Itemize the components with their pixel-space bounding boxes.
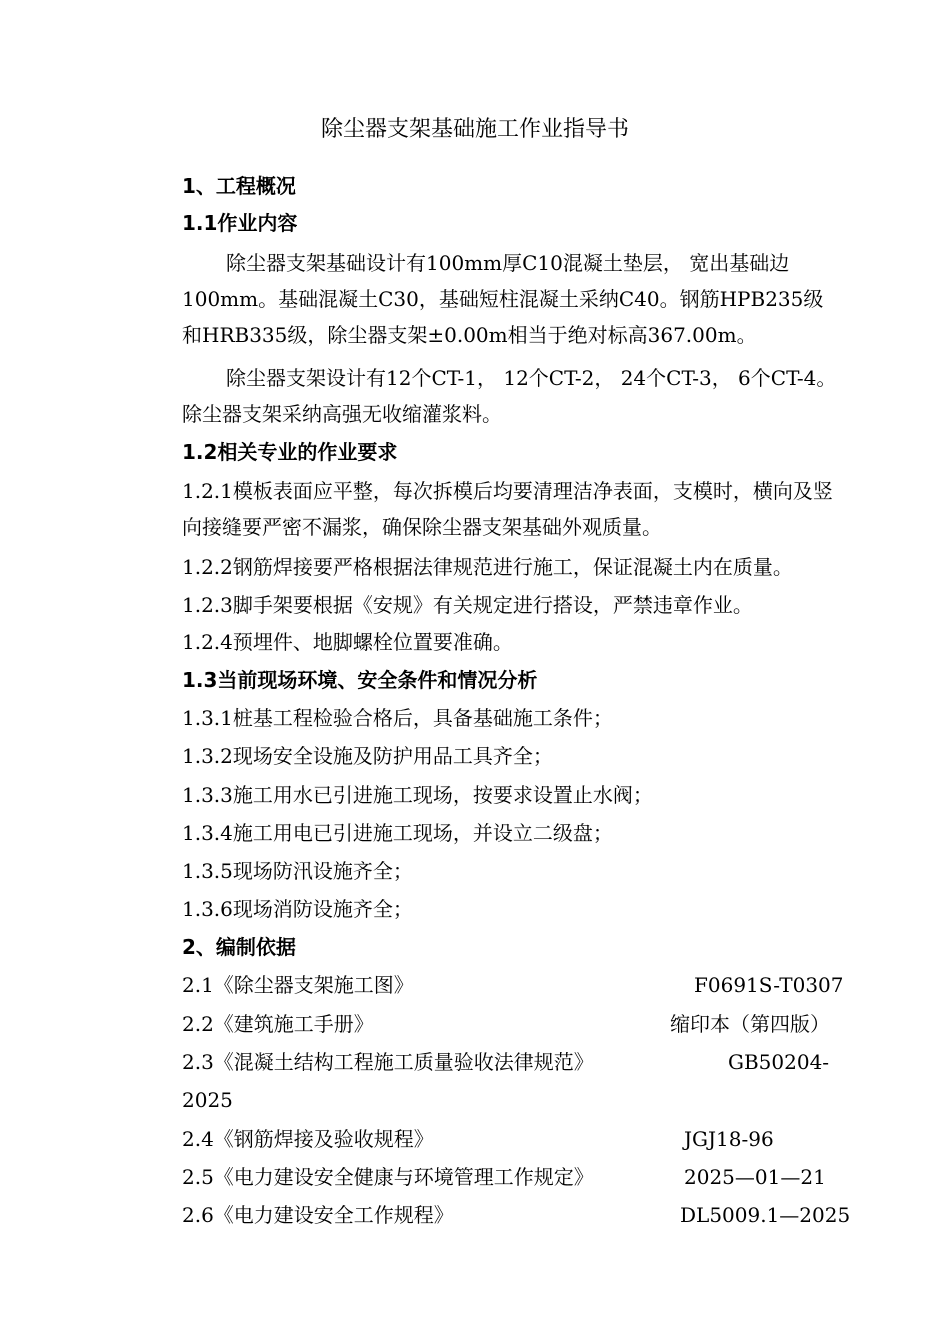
item-1-3-5: 1.3.5现场防汛设施齐全； [182, 859, 413, 883]
reference-item [182, 1201, 851, 1229]
reference-code-continuation: 2025 [182, 1088, 233, 1112]
paragraph-work-content: 除尘器支架基础设计有100mm厚C10混凝土垫层， 宽出基础边100mm。基础混凝土C30，基础短柱混凝土采纳C40。钢筋HPB235级和HRB335级，除尘器支架±0.00m相当于绝对标高367.00m。 [182, 251, 824, 347]
reference-label: 2.6《电力建设安全工作规程》 [182, 1203, 454, 1227]
item-1-2-2: 1.2.2钢筋焊接要严格根据法律规范进行施工，保证混凝土内在质量。 [182, 555, 793, 579]
reference-continuation [182, 1086, 842, 1114]
reference-label: 2.3《混凝土结构工程施工质量验收法律规范》 [182, 1050, 594, 1074]
section-heading-2: 2、编制依据 [182, 935, 296, 959]
reference-item [182, 1163, 842, 1191]
item-1-2-1: 1.2.1模板表面应平整，每次拆模后均要清理洁净表面，支模时，横向及竖向接缝要严密不漏浆，确保除尘器支架基础外观质量。 [182, 479, 833, 539]
reference-item [182, 1125, 842, 1153]
reference-code: 缩印本（第四版） [670, 1012, 830, 1036]
item-1-3-3: 1.3.3施工用水已引进施工现场，按要求设置止水阀； [182, 783, 653, 807]
reference-code: DL5009.1—2025 [680, 1203, 851, 1227]
item-1-3-4: 1.3.4施工用电已引进施工现场，并设立二级盘； [182, 821, 613, 845]
item-1-2-3: 1.2.3脚手架要根据《安规》有关规定进行搭设，严禁违章作业。 [182, 593, 753, 617]
reference-code: GB50204- [728, 1050, 830, 1074]
item-1-3-6: 1.3.6现场消防设施齐全； [182, 897, 413, 921]
reference-item [182, 1048, 842, 1076]
reference-code: F0691S-T0307 [694, 973, 844, 997]
section-heading-1-3: 1.3当前现场环境、安全条件和情况分析 [182, 668, 538, 692]
section-heading-1: 1、工程概况 [182, 174, 296, 198]
reference-label: 2.5《电力建设安全健康与环境管理工作规定》 [182, 1165, 594, 1189]
reference-item [182, 1010, 842, 1038]
reference-code: 2025—01—21 [684, 1165, 826, 1189]
document-title: 除尘器支架基础施工作业指导书 [320, 117, 629, 142]
section-heading-1-2: 1.2相关专业的作业要求 [182, 440, 398, 464]
section-heading-1-1: 1.1作业内容 [182, 211, 298, 235]
reference-label: 2.2《建筑施工手册》 [182, 1012, 374, 1036]
reference-item [182, 971, 842, 999]
reference-label: 2.4《钢筋焊接及验收规程》 [182, 1127, 434, 1151]
item-1-2-4: 1.2.4预埋件、地脚螺栓位置要准确。 [182, 630, 513, 654]
reference-code: JGJ18-96 [684, 1127, 774, 1151]
reference-label: 2.1《除尘器支架施工图》 [182, 973, 414, 997]
paragraph-support-count: 除尘器支架设计有12个CT-1， 12个CT-2， 24个CT-3， 6个CT-4。除尘器支架采纳高强无收缩灌浆料。 [182, 366, 837, 426]
item-1-3-2: 1.3.2现场安全设施及防护用品工具齐全； [182, 744, 553, 768]
item-1-3-1: 1.3.1桩基工程检验合格后，具备基础施工条件； [182, 706, 613, 730]
